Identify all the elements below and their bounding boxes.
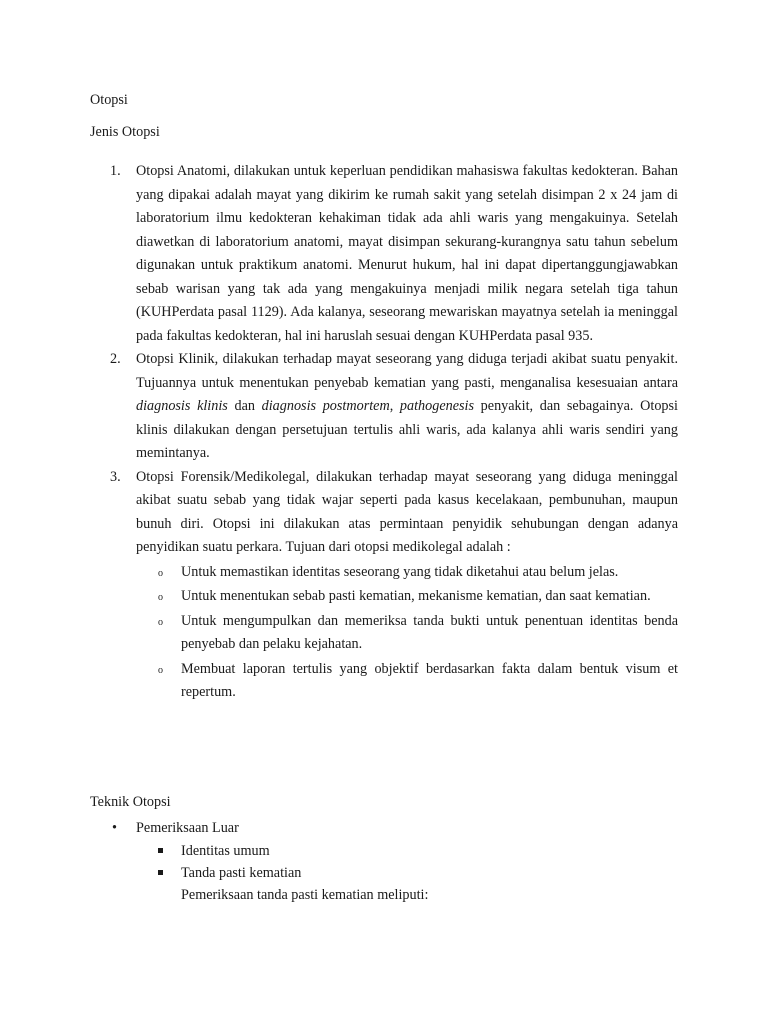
list-number: 3.: [110, 468, 121, 485]
circle-bullet-icon: o: [158, 664, 163, 676]
circle-bullet-icon: o: [158, 592, 163, 603]
list-text: Otopsi Klinik, dilakukan terhadap mayat seseorang yang diduga terjadi akibat suatu penyakit. Tujuannya untuk menentukan penyebab kematian yang pasti, menganalisa kesesuaian antara diagnosis klinis dan diagnosis postmortem, pathogenesis penyakit, dan sebagainya. Otopsi klinis dilakukan dengan persetujuan tertulis ahli waris, ada kalanya ahli waris sendiri yang memintanya.: [136, 351, 678, 461]
bullet-item: o Untuk memastikan identitas seseorang yang tidak diketahui atau belum jelas.: [181, 561, 678, 585]
section-heading-teknik: Teknik Otopsi: [90, 794, 171, 810]
tujuan-bullet-list: [136, 561, 678, 705]
list-item: [110, 466, 678, 705]
bullet-item: o Untuk menentukan sebab pasti kematian, mekanisme kematian, dan saat kematian.: [181, 585, 678, 609]
square-bullet-icon: [158, 870, 163, 875]
list-item: [110, 160, 678, 348]
list-number: 2.: [110, 351, 121, 367]
doc-title: Otopsi: [90, 92, 128, 108]
level2-list: [181, 840, 428, 906]
bullet-item: o Untuk mengumpulkan dan memeriksa tanda bukti untuk penentuan identitas benda penyebab dan pelaku kejahatan.: [181, 610, 678, 657]
continuation-text: Pemeriksaan tanda pasti kematian meliputi:: [181, 887, 429, 903]
bullet-item: o Membuat laporan tertulis yang objektif berdasarkan fakta dalam bentuk visum et repertum.: [181, 658, 678, 705]
level1-item: [112, 818, 239, 838]
level1-label: Pemeriksaan Luar: [136, 820, 239, 836]
jenis-otopsi-list: [110, 160, 678, 705]
circle-bullet-icon: o: [158, 567, 163, 579]
level2-item: Identitas umum: [181, 840, 428, 862]
list-text: Otopsi Forensik/Medikolegal, dilakukan terhadap mayat seseorang yang diduga meninggal akibat suatu sebab yang tidak wajar seperti pada kasus kecelakaan, pembunuhan, maupun bunuh diri. Otopsi ini dilakukan atas permintaan penyidik sehubungan dengan adanya penyidikan suatu perkara. Tujuan dari otopsi medikolegal adalah :: [136, 468, 678, 555]
list-item: [110, 348, 678, 466]
bullet-dot-icon: •: [112, 820, 117, 836]
list-number: 1.: [110, 163, 121, 179]
square-bullet-icon: [158, 848, 163, 853]
level2-item: Tanda pasti kematian Pemeriksaan tanda pasti kematian meliputi:: [181, 862, 428, 906]
section-heading-jenis: Jenis Otopsi: [90, 124, 160, 140]
list-text: Otopsi Anatomi, dilakukan untuk keperluan pendidikan mahasiswa fakultas kedokteran. Bahan yang dipakai adalah mayat yang dikirim ke rumah sakit yang setelah disimpan 2 x 24 jam di laboratorium ilmu kedokteran kehakiman tidak ada ahli waris yang mengakuinya. Setelah diawetkan di laboratorium anatomi, mayat disimpan sekurang-kurangnya satu tahun sebelum digunakan untuk praktikum anatomi. Menurut hukum, hal ini dapat dipertanggungjawabkan sebab warisan yang tak ada yang mengakuinya menjadi milik negara setelah tiga tahun (KUHPerdata pasal 1129). Ada kalanya, seseorang mewariskan mayatnya setelah ia meninggal pada fakultas kedokteran, hal ini haruslah sesuai dengan KUHPerdata pasal 935.: [136, 163, 678, 344]
circle-bullet-icon: o: [158, 616, 163, 628]
